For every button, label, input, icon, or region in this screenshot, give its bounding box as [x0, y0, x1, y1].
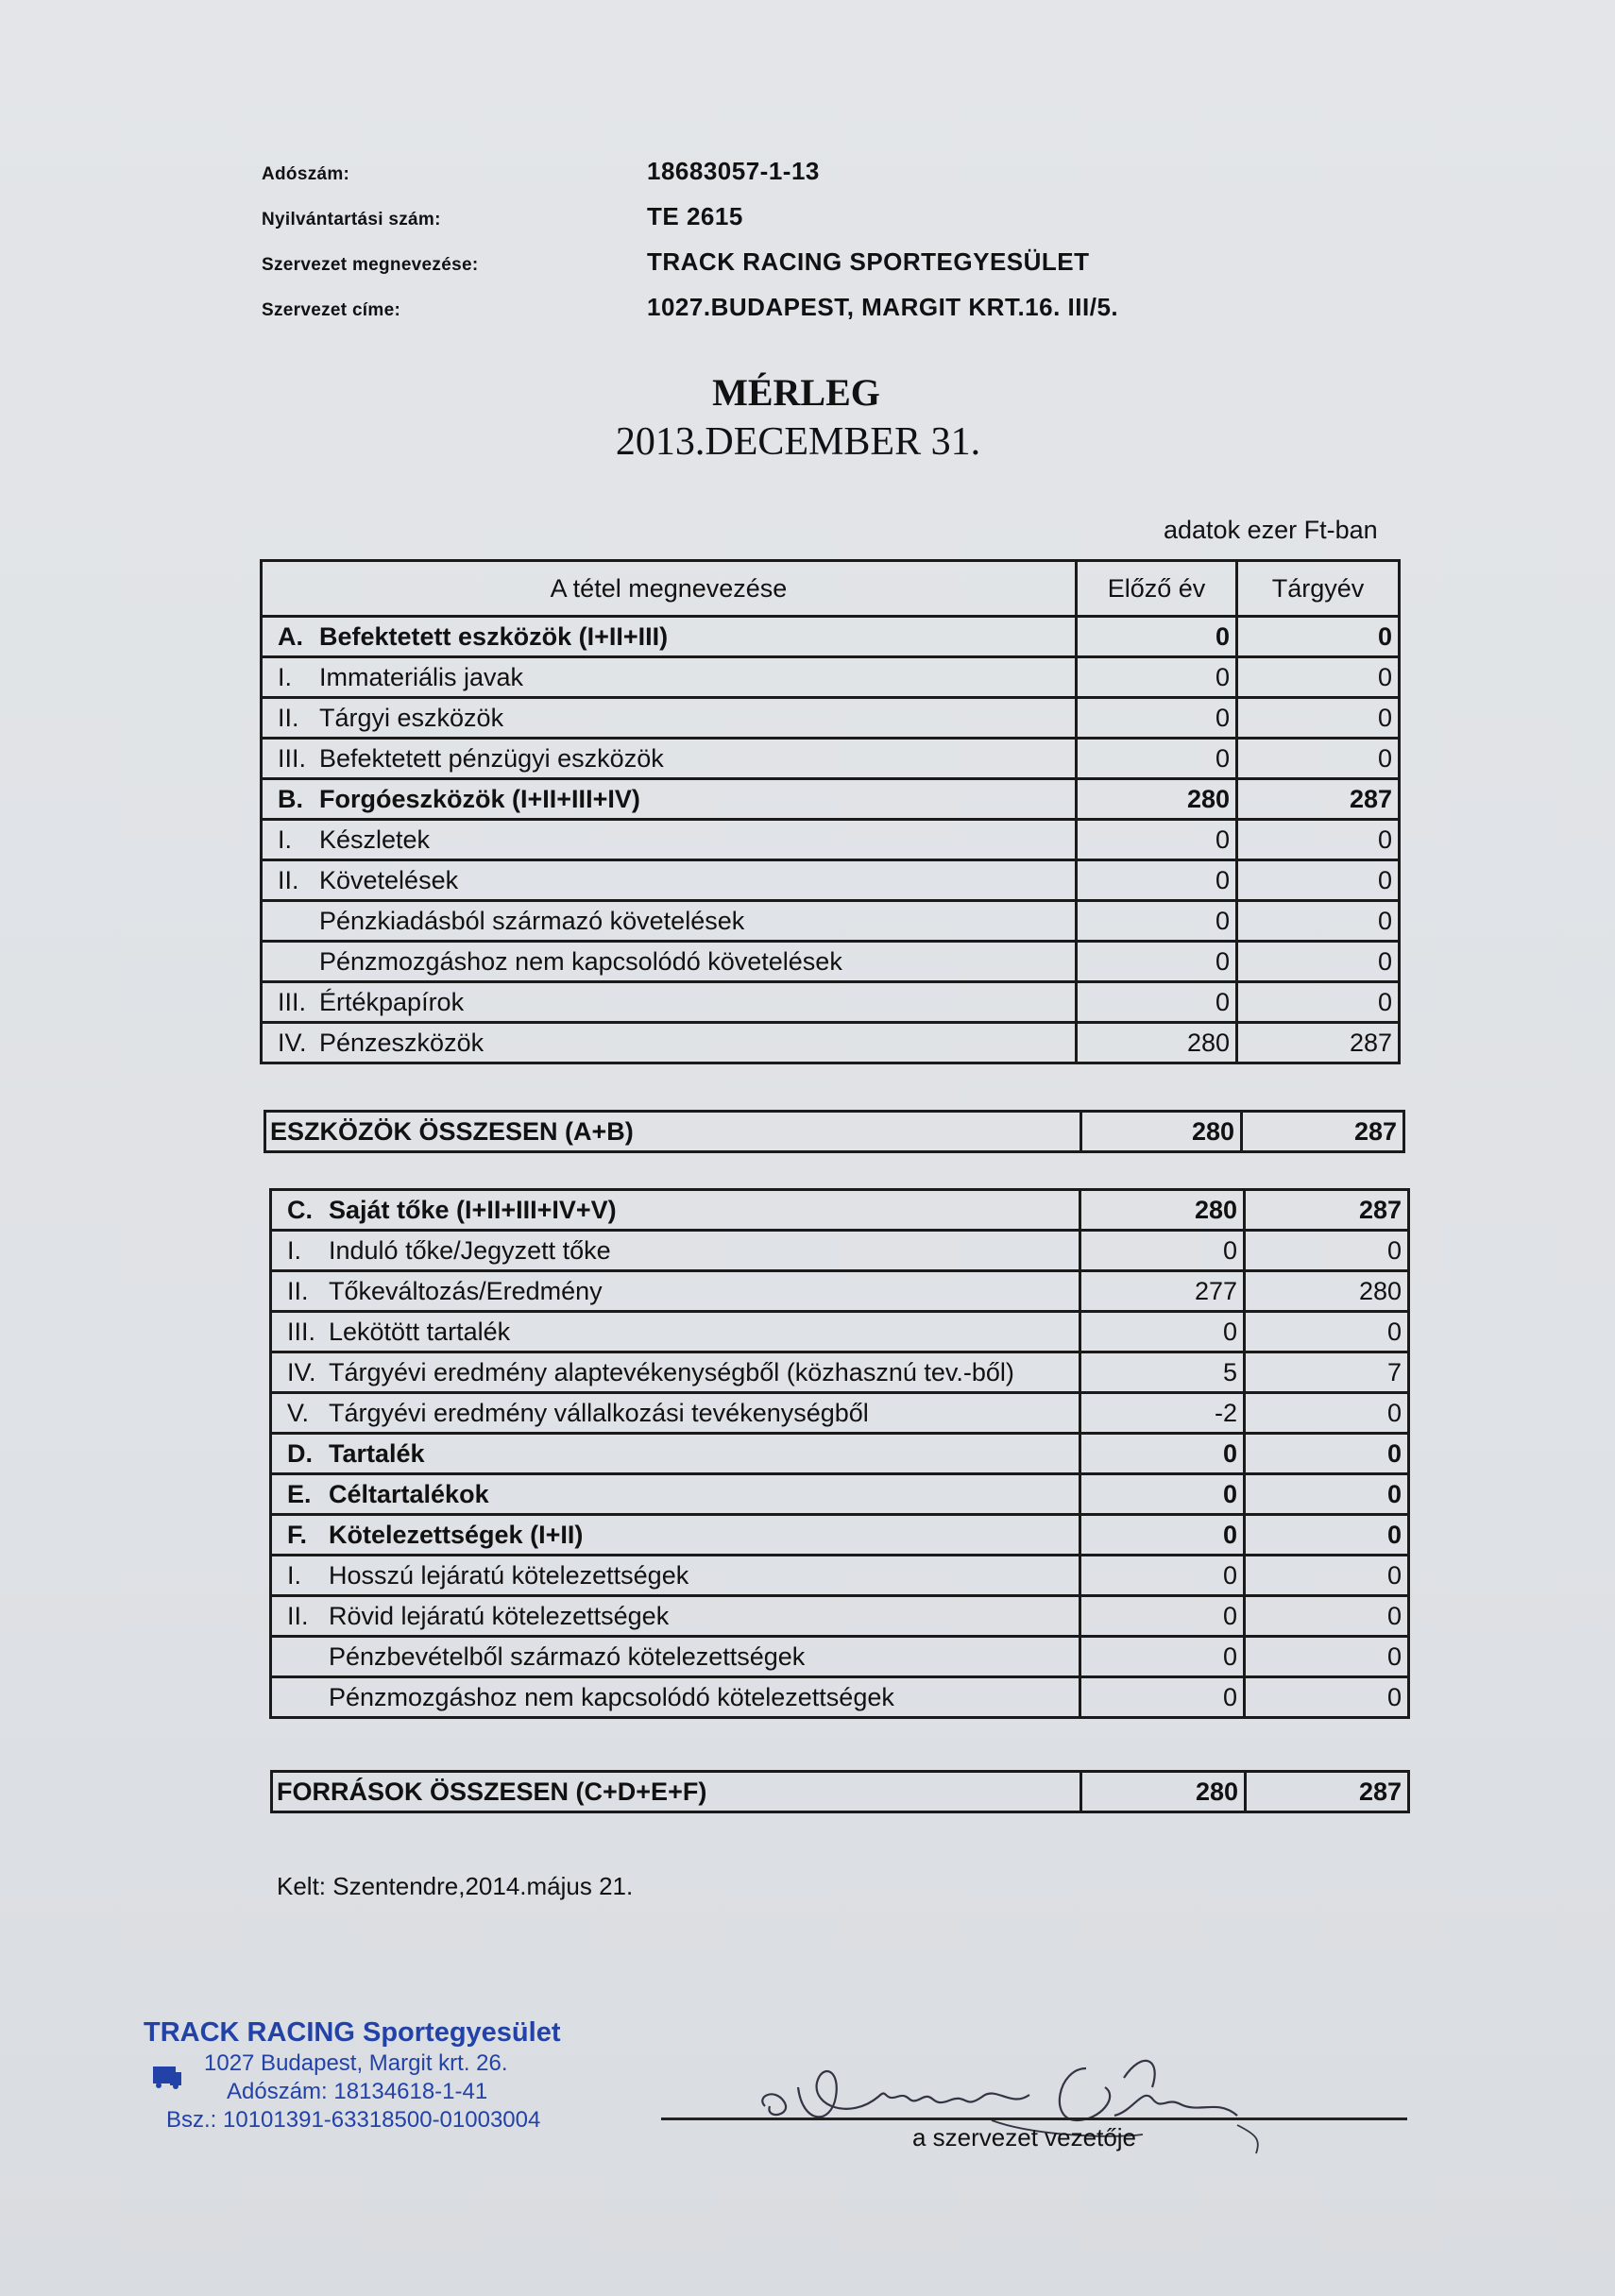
organization-stamp: [144, 2017, 561, 2134]
document-title: MÉRLEG: [712, 371, 880, 414]
table-row: [271, 1596, 1409, 1637]
sources-total-prev: 280: [1081, 1772, 1246, 1812]
table-row: [262, 1023, 1400, 1063]
row-label: Értékpapírok: [319, 987, 465, 1016]
prev-year-cell: 280: [1077, 1023, 1237, 1063]
curr-year-cell: 0: [1245, 1677, 1409, 1718]
stamp-org-name: TRACK RACING Sportegyesület: [144, 2017, 561, 2048]
curr-year-cell: 7: [1245, 1352, 1409, 1393]
row-label: Tőkeváltozás/Eredmény: [329, 1276, 603, 1305]
row-label: Készletek: [319, 825, 431, 854]
tax-number-value: 18683057-1-13: [647, 157, 820, 185]
row-label: Követelések: [319, 865, 459, 894]
table-row: [262, 860, 1400, 901]
row-label: Lekötött tartalék: [329, 1317, 511, 1346]
row-label: Befektetett eszközök (I+II+III): [319, 621, 669, 651]
row-name-cell: [271, 1474, 1080, 1515]
prev-year-cell: 0: [1077, 860, 1237, 901]
row-number: B.: [278, 784, 303, 813]
table-row: [262, 617, 1400, 657]
signature-caption: a szervezet vezetője: [912, 2123, 1137, 2151]
row-label: Induló tőke/Jegyzett tőke: [329, 1235, 611, 1265]
curr-year-cell: 0: [1245, 1312, 1409, 1352]
row-name-cell: [271, 1434, 1080, 1474]
stamp-tax-number: Adószám: 18134618-1-41: [227, 2079, 488, 2104]
assets-total-table: [264, 1110, 1405, 1153]
signature-line: [661, 2117, 1407, 2120]
row-number: II.: [278, 703, 299, 732]
row-number: C.: [287, 1195, 313, 1224]
row-label: Befektetett pénzügyi eszközök: [319, 743, 664, 773]
table-row: [271, 1231, 1409, 1271]
prev-year-cell: 0: [1080, 1677, 1245, 1718]
row-number: II.: [287, 1601, 309, 1630]
prev-year-cell: 0: [1077, 617, 1237, 657]
row-name-cell: [271, 1271, 1080, 1312]
prev-year-cell: 0: [1077, 820, 1237, 860]
table-row: [271, 1474, 1409, 1515]
row-name-cell: [262, 617, 1077, 657]
header-block: [262, 153, 1206, 334]
table-row: [271, 1515, 1409, 1556]
row-label: Rövid lejáratú kötelezettségek: [329, 1601, 670, 1630]
prev-year-cell: -2: [1080, 1393, 1245, 1434]
prev-year-cell: 280: [1077, 779, 1237, 820]
row-number: I.: [278, 825, 293, 854]
table-row: [262, 820, 1400, 860]
row-label: Kötelezettségek (I+II): [329, 1520, 584, 1549]
sources-table: [269, 1188, 1410, 1719]
curr-year-cell: 0: [1245, 1393, 1409, 1434]
row-label: Immateriális javak: [319, 662, 524, 691]
row-number: V.: [287, 1398, 310, 1427]
table-row: [271, 1393, 1409, 1434]
prev-year-cell: 0: [1080, 1312, 1245, 1352]
org-address-label: Szervezet címe:: [262, 300, 401, 320]
col-header-name: A tétel megnevezése: [262, 561, 1077, 617]
row-number: IV.: [278, 1028, 307, 1057]
curr-year-cell: 287: [1237, 779, 1400, 820]
prev-year-cell: 0: [1077, 739, 1237, 779]
balance-date: 2013.DECEMBER 31.: [615, 420, 981, 464]
row-name-cell: [262, 860, 1077, 901]
curr-year-cell: 0: [1237, 942, 1400, 982]
prev-year-cell: 5: [1080, 1352, 1245, 1393]
table-row: [262, 779, 1400, 820]
row-name-cell: [271, 1515, 1080, 1556]
curr-year-cell: 0: [1245, 1637, 1409, 1677]
prev-year-cell: 0: [1077, 942, 1237, 982]
table-row: [271, 1271, 1409, 1312]
row-number: III.: [287, 1317, 316, 1346]
prev-year-cell: 277: [1080, 1271, 1245, 1312]
registry-number-value: TE 2615: [647, 202, 743, 230]
row-name-cell: [262, 901, 1077, 942]
stamp-bank-account: Bsz.: 10101391-63318500-01003004: [166, 2107, 541, 2133]
row-number: A.: [278, 621, 303, 651]
row-label: Pénzeszközök: [319, 1028, 484, 1057]
tax-number-label: Adószám:: [262, 164, 350, 184]
stamp-logo-icon: [151, 2063, 183, 2089]
registry-number-label: Nyilvántartási szám:: [262, 210, 441, 230]
row-label: Tartalék: [329, 1438, 425, 1468]
table-row: [262, 942, 1400, 982]
row-number: I.: [287, 1560, 302, 1590]
prev-year-cell: 0: [1080, 1474, 1245, 1515]
row-label: Pénzmozgáshoz nem kapcsolódó kötelezettségek: [329, 1682, 894, 1711]
row-label: Forgóeszközök (I+II+III+IV): [319, 784, 640, 813]
date-place-line: Kelt: Szentendre,2014.május 21.: [277, 1872, 634, 1900]
table-row: [262, 739, 1400, 779]
curr-year-cell: 0: [1237, 820, 1400, 860]
table-row: [271, 1677, 1409, 1718]
curr-year-cell: 0: [1237, 739, 1400, 779]
curr-year-cell: 0: [1237, 617, 1400, 657]
row-number: IV.: [287, 1357, 316, 1386]
prev-year-cell: 280: [1080, 1190, 1245, 1231]
row-number: I.: [287, 1235, 302, 1265]
header-row-org-name: [262, 244, 1206, 289]
assets-table: [260, 559, 1401, 1064]
assets-total-row: [265, 1112, 1404, 1152]
row-number: D.: [287, 1438, 313, 1468]
row-name-cell: [262, 698, 1077, 739]
row-label: Tárgyévi eredmény alaptevékenységből (közhasznú tev.-ből): [329, 1357, 1014, 1386]
table-row: [262, 657, 1400, 698]
row-name-cell: [271, 1393, 1080, 1434]
prev-year-cell: 0: [1077, 698, 1237, 739]
sources-total-curr: 287: [1246, 1772, 1409, 1812]
table-row: [262, 982, 1400, 1023]
table-row: [271, 1352, 1409, 1393]
row-label: Pénzkiadásból származó követelések: [319, 906, 745, 935]
curr-year-cell: 287: [1245, 1190, 1409, 1231]
col-header-curr: Tárgyév: [1237, 561, 1400, 617]
org-name-value: TRACK RACING SPORTEGYESÜLET: [647, 247, 1090, 276]
curr-year-cell: 0: [1245, 1556, 1409, 1596]
sources-total-table: [270, 1770, 1410, 1813]
table-row: [271, 1312, 1409, 1352]
prev-year-cell: 0: [1080, 1637, 1245, 1677]
row-name-cell: [271, 1231, 1080, 1271]
row-name-cell: [262, 1023, 1077, 1063]
row-name-cell: [271, 1312, 1080, 1352]
assets-total-curr: 287: [1242, 1112, 1404, 1152]
col-header-prev: Előző év: [1077, 561, 1237, 617]
row-name-cell: [271, 1190, 1080, 1231]
curr-year-cell: 0: [1245, 1596, 1409, 1637]
row-label: Pénzmozgáshoz nem kapcsolódó követelések: [319, 946, 842, 976]
curr-year-cell: 0: [1237, 982, 1400, 1023]
row-number: III.: [278, 987, 307, 1016]
prev-year-cell: 0: [1080, 1596, 1245, 1637]
prev-year-cell: 0: [1080, 1434, 1245, 1474]
row-number: II.: [287, 1276, 309, 1305]
curr-year-cell: 0: [1237, 901, 1400, 942]
row-label: Tárgyi eszközök: [319, 703, 504, 732]
org-name-label: Szervezet megnevezése:: [262, 255, 479, 275]
row-label: Saját tőke (I+II+III+IV+V): [329, 1195, 617, 1224]
header-row-tax: [262, 153, 1206, 198]
prev-year-cell: 0: [1080, 1556, 1245, 1596]
curr-year-cell: 0: [1237, 698, 1400, 739]
row-name-cell: [262, 820, 1077, 860]
prev-year-cell: 0: [1077, 901, 1237, 942]
table-row: [262, 698, 1400, 739]
table-row: [271, 1556, 1409, 1596]
table-row: [271, 1190, 1409, 1231]
row-name-cell: [262, 739, 1077, 779]
row-name-cell: [262, 657, 1077, 698]
row-name-cell: [271, 1596, 1080, 1637]
row-name-cell: [271, 1556, 1080, 1596]
row-name-cell: [262, 779, 1077, 820]
row-name-cell: [271, 1352, 1080, 1393]
sources-total-row: [272, 1772, 1409, 1812]
row-label: Céltartalékok: [329, 1479, 489, 1508]
curr-year-cell: 0: [1237, 860, 1400, 901]
curr-year-cell: 0: [1245, 1231, 1409, 1271]
unit-note: adatok ezer Ft-ban: [1164, 516, 1378, 544]
row-number: II.: [278, 865, 299, 894]
table-row: [271, 1434, 1409, 1474]
header-row-address: [262, 289, 1206, 334]
prev-year-cell: 0: [1077, 657, 1237, 698]
assets-total-label: ESZKÖZÖK ÖSSZESEN (A+B): [265, 1112, 1081, 1152]
row-label: Pénzbevételből származó kötelezettségek: [329, 1641, 806, 1671]
org-address-value: 1027.BUDAPEST, MARGIT KRT.16. III/5.: [647, 293, 1119, 321]
row-label: Hosszú lejáratú kötelezettségek: [329, 1560, 689, 1590]
curr-year-cell: 0: [1237, 657, 1400, 698]
row-label: Tárgyévi eredmény vállalkozási tevékenységből: [329, 1398, 869, 1427]
row-name-cell: [271, 1677, 1080, 1718]
row-name-cell: [262, 942, 1077, 982]
prev-year-cell: 0: [1077, 982, 1237, 1023]
row-number: I.: [278, 662, 293, 691]
row-name-cell: [262, 982, 1077, 1023]
header-row-registry: [262, 198, 1206, 244]
curr-year-cell: 0: [1245, 1434, 1409, 1474]
row-name-cell: [271, 1637, 1080, 1677]
prev-year-cell: 0: [1080, 1515, 1245, 1556]
sources-total-label: FORRÁSOK ÖSSZESEN (C+D+E+F): [272, 1772, 1081, 1812]
curr-year-cell: 287: [1237, 1023, 1400, 1063]
prev-year-cell: 0: [1080, 1231, 1245, 1271]
table-row: [262, 901, 1400, 942]
row-number: III.: [278, 743, 307, 773]
table-row: [271, 1637, 1409, 1677]
row-number: F.: [287, 1520, 308, 1549]
assets-total-prev: 280: [1081, 1112, 1242, 1152]
curr-year-cell: 0: [1245, 1474, 1409, 1515]
curr-year-cell: 280: [1245, 1271, 1409, 1312]
row-number: E.: [287, 1479, 312, 1508]
curr-year-cell: 0: [1245, 1515, 1409, 1556]
table-header-row: [262, 561, 1400, 617]
stamp-address: 1027 Budapest, Margit krt. 26.: [204, 2050, 508, 2076]
